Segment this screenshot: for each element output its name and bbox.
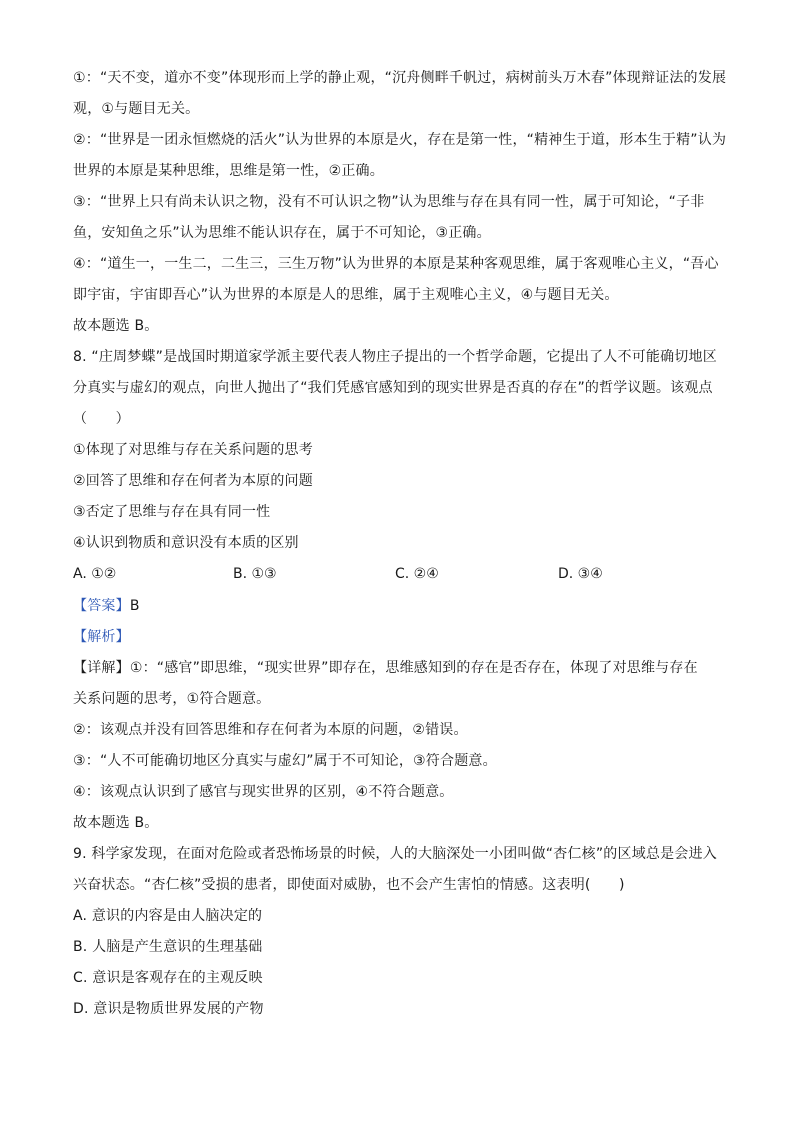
- option-b: B. ①③: [233, 566, 277, 582]
- question-8-stem: 分真实与虚幻的观点，向世人抛出了“我们凭感官感知到的现实世界是否真的存在”的哲学议题。该观点: [73, 380, 713, 396]
- answer-label: 【答案】: [73, 598, 130, 614]
- statement-item: ②回答了思维和存在何者为本原的问题: [73, 473, 313, 489]
- detail-line: ④：该观点认识到了感官与现实世界的区别，④不符合题意。: [73, 784, 454, 800]
- question-9-stem: 兴奋状态。“杏仁核”受损的患者，即使面对威胁，也不会产生害怕的情感。这表明( ): [73, 877, 625, 893]
- option-a: A. ①②: [73, 566, 117, 582]
- detail-line: 关系问题的思考，①符合题意。: [73, 691, 271, 707]
- answer-line: [73, 596, 733, 616]
- conclusion-line: 故本题选 B。: [73, 815, 159, 831]
- statement-item: ③否定了思维与存在具有同一性: [73, 504, 271, 520]
- detail-line: ③：“人不可能确切地区分真实与虚幻”属于不可知论，③符合题意。: [73, 753, 497, 769]
- option-d: D. 意识是物质世界发展的产物: [73, 1001, 264, 1017]
- option-c: C. ②④: [395, 566, 439, 582]
- option-d: D. ③④: [558, 566, 603, 582]
- explanation-line: 即宇宙，宇宙即吾心”认为世界的本原是人的思维，属于主观唯心主义，④与题目无关。: [73, 287, 619, 303]
- explanation-line: ②：“世界是一团永恒燃烧的活火”认为世界的本原是火，存在是第一性，“精神生于道，形本生于精”认为: [73, 132, 727, 148]
- question-8-stem: （ ）: [73, 411, 130, 427]
- explanation-line: 鱼，安知鱼之乐”认为思维不能认识存在，属于不可知论，③正确。: [73, 225, 491, 241]
- explanation-line: 世界的本原是某种思维，思维是第一性，②正确。: [73, 163, 384, 179]
- explanation-line: ④：“道生一，一生二，二生三，三生万物”认为世界的本原是某种客观思维，属于客观唯心主义，“吾心: [73, 256, 719, 272]
- option-a: A. 意识的内容是由人脑决定的: [73, 908, 263, 924]
- explanation-line: ①：“天不变，道亦不变”体现形而上学的静止观，“沉舟侧畔千帆过，病树前头万木春”体现辩证法的发展: [73, 70, 727, 86]
- explanation-line: ③：“世界上只有尚未认识之物，没有不可认识之物”认为思维与存在具有同一性，属于可知论，“子非: [73, 194, 705, 210]
- conclusion-line: 故本题选 B。: [73, 318, 159, 334]
- statement-item: ①体现了对思维与存在关系问题的思考: [73, 442, 313, 458]
- question-8-stem: 8. “庄周梦蝶”是战国时期道家学派主要代表人物庄子提出的一个哲学命题，它提出了人不可能确切地区: [73, 349, 717, 365]
- detail-text: ①：“感官”即思维，“现实世界”即存在，思维感知到的存在是否存在，体现了对思维与存在: [129, 660, 698, 676]
- option-b: B. 人脑是产生意识的生理基础: [73, 939, 263, 955]
- option-c: C. 意识是客观存在的主观反映: [73, 970, 263, 986]
- detail-line: ②：该观点并没有回答思维和存在何者为本原的问题，②错误。: [73, 722, 468, 738]
- question-9-stem: 9. 科学家发现，在面对危险或者恐怖场景的时候，人的大脑深处一小团叫做“杏仁核”的区域总是会进入: [73, 846, 717, 862]
- detail-line: [73, 658, 733, 678]
- statement-item: ④认识到物质和意识没有本质的区别: [73, 535, 299, 551]
- detail-label: 【详解】: [73, 660, 130, 676]
- analysis-label: 【解析】: [73, 629, 130, 645]
- answer-value: B: [129, 598, 140, 614]
- explanation-line: 观，①与题目无关。: [73, 101, 200, 117]
